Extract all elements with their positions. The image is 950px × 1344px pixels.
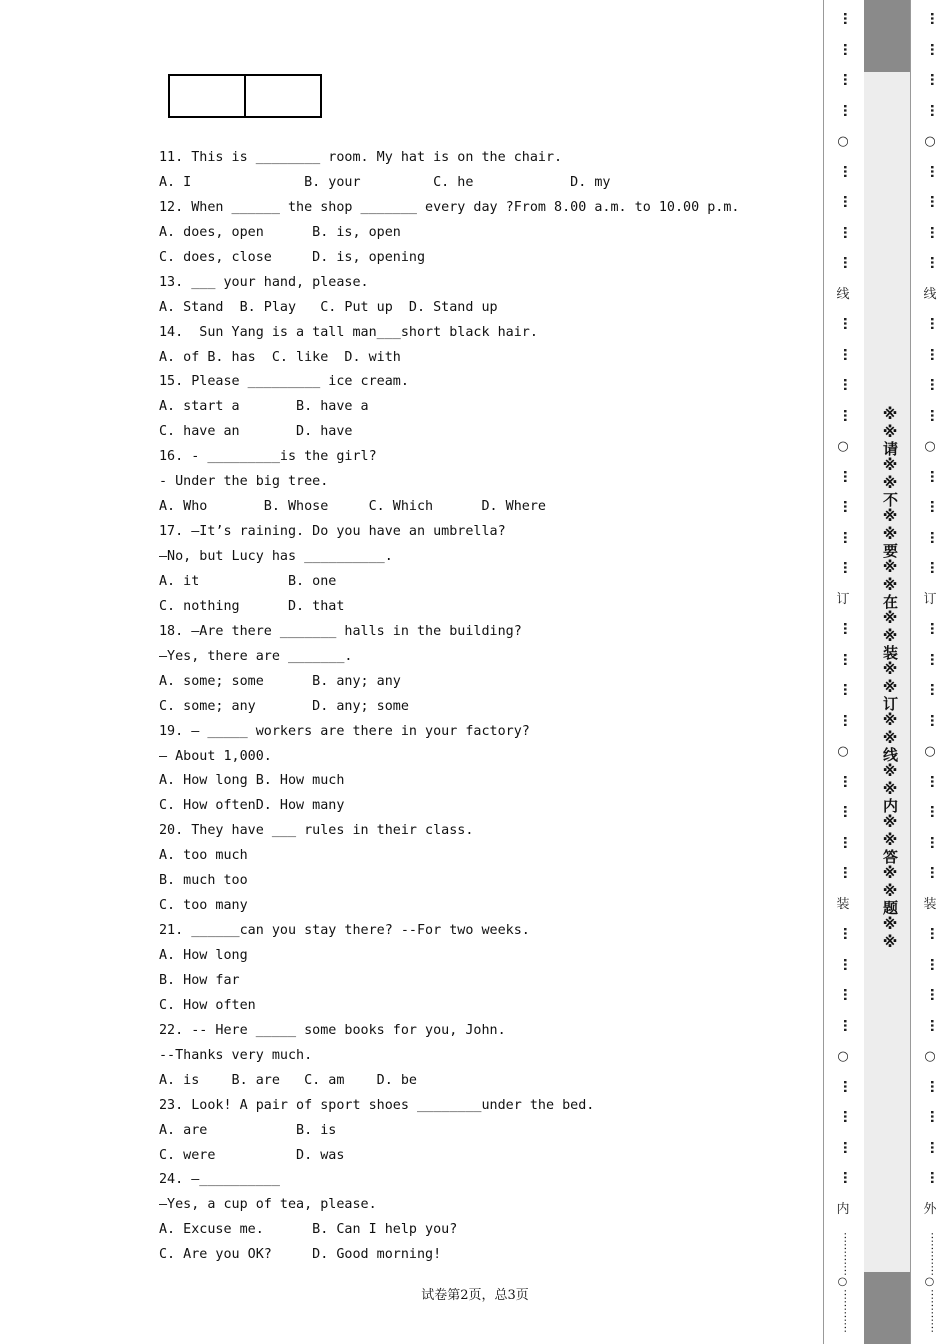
question-line: A. it B. one — [159, 573, 337, 589]
binding-dots: … — [927, 835, 942, 849]
binding-dots: … — [927, 73, 942, 86]
binding-char: 装 — [836, 896, 850, 912]
binding-circle: ○ — [837, 134, 849, 149]
question-line: 12. When ______ the shop _______ every day ?From 8.00 a.m. to 10.00 p.m. — [159, 199, 740, 215]
score-cell-value — [244, 76, 320, 116]
binding-circle: ○ — [924, 1049, 936, 1064]
binding-dots: … — [927, 1110, 942, 1123]
binding-circle: ○ — [837, 1049, 849, 1064]
question-line: A. How long B. How much — [159, 773, 345, 789]
binding-dots: … — [840, 347, 855, 361]
question-line: B. much too — [159, 873, 248, 889]
binding-dots: … — [840, 805, 855, 818]
binding-dots: … — [840, 469, 855, 483]
binding-dots: … — [927, 42, 942, 56]
binding-dots: … — [840, 622, 855, 635]
binding-dots: … — [927, 530, 942, 544]
binding-dots: … — [927, 1079, 942, 1093]
question-line: A. Who B. Whose C. Which D. Where — [159, 499, 546, 515]
binding-dots-outer: …………○………… — [923, 1232, 936, 1333]
binding-dots: … — [927, 1018, 942, 1032]
binding-dots: … — [927, 561, 942, 574]
question-line: C. have an D. have — [159, 424, 353, 440]
page-footer: 试卷第2页，总3页 — [421, 1288, 529, 1303]
binding-dots: … — [927, 622, 942, 635]
question-line: 17. —It’s raining. Do you have an umbrella? — [159, 524, 506, 540]
binding-dots: … — [840, 1110, 855, 1123]
binding-dots: … — [927, 652, 942, 666]
question-line: A. are B. is — [159, 1122, 337, 1138]
binding-dots: … — [840, 42, 855, 56]
binding-dots: … — [927, 469, 942, 483]
question-line: A. I B. your C. he D. my — [159, 174, 611, 190]
question-line: 14. Sun Yang is a tall man___short black hair. — [159, 324, 538, 340]
question-line: A. start a B. have a — [159, 399, 369, 415]
warning-strip-top-block — [864, 0, 910, 72]
question-line: 18. —Are there _______ halls in the building? — [159, 623, 522, 639]
binding-circle: ○ — [837, 744, 849, 759]
question-line: —Yes, a cup of tea, please. — [159, 1197, 377, 1213]
question-line: - Under the big tree. — [159, 474, 329, 490]
binding-dots: … — [927, 347, 942, 361]
binding-dots: … — [927, 103, 942, 117]
binding-dots: … — [840, 530, 855, 544]
question-line: C. were D. was — [159, 1147, 345, 1163]
binding-dots: … — [840, 774, 855, 788]
question-line: A. How long — [159, 948, 248, 963]
binding-dots: … — [927, 866, 942, 879]
binding-dots: … — [927, 378, 942, 391]
question-line: B. How far — [159, 972, 240, 988]
question-line: C. How often — [159, 997, 256, 1013]
binding-dots: … — [840, 225, 855, 239]
binding-dots: … — [840, 195, 855, 208]
question-line: 11. This is ________ room. My hat is on the chair. — [159, 150, 563, 165]
question-line: --Thanks very much. — [159, 1047, 313, 1063]
binding-dots: … — [840, 408, 855, 422]
binding-dots: … — [927, 256, 942, 269]
binding-circle: ○ — [837, 439, 849, 454]
binding-dots: … — [927, 1171, 942, 1184]
question-line: A. does, open B. is, open — [159, 224, 401, 240]
binding-dots: … — [927, 195, 942, 208]
question-line: —No, but Lucy has __________. — [159, 549, 393, 564]
binding-dots: … — [840, 317, 855, 330]
question-line: C. does, close D. is, opening — [159, 249, 426, 265]
binding-dots: … — [840, 683, 855, 696]
binding-dots: … — [840, 73, 855, 86]
binding-warning-text: ※※请※※不※※要※※在※※装※※订※※线※※内※※答※※题※※ — [881, 405, 899, 951]
question-line: A. of B. has C. like D. with — [159, 349, 401, 365]
binding-dots: … — [840, 1079, 855, 1093]
binding-char: 线 — [923, 286, 937, 302]
binding-dots: … — [927, 225, 942, 239]
binding-dots: … — [840, 256, 855, 269]
binding-dots: … — [840, 378, 855, 391]
binding-marks-inner — [831, 0, 855, 1344]
binding-dots: … — [840, 164, 855, 178]
binding-dots: … — [927, 164, 942, 178]
binding-dots: … — [840, 561, 855, 574]
binding-dots: … — [927, 988, 942, 1001]
binding-dots: … — [840, 652, 855, 666]
question-line: C. some; any D. any; some — [159, 698, 409, 714]
question-line: 16. - _________is the girl? — [159, 449, 377, 465]
question-line: 20. They have ___ rules in their class. — [159, 823, 474, 839]
question-line: 22. -- Here _____ some books for you, John. — [159, 1022, 506, 1038]
question-line: C. Are you OK? D. Good morning! — [159, 1247, 442, 1263]
question-line: A. some; some B. any; any — [159, 673, 401, 689]
binding-char: 内 — [836, 1201, 850, 1217]
question-line: A. Stand B. Play C. Put up D. Stand up — [159, 299, 498, 315]
question-line: 15. Please _________ ice cream. — [159, 374, 409, 390]
binding-char: 线 — [836, 286, 850, 302]
question-line: — About 1,000. — [159, 748, 272, 764]
binding-dots: … — [927, 683, 942, 696]
question-list — [159, 146, 799, 1268]
binding-circle: ○ — [924, 134, 936, 149]
question-line: 23. Look! A pair of sport shoes ________under the bed. — [159, 1097, 595, 1113]
binding-circle: ○ — [924, 439, 936, 454]
binding-dots: … — [840, 1018, 855, 1032]
binding-dots: … — [927, 774, 942, 788]
question-line: A. Excuse me. B. Can I help you? — [159, 1222, 458, 1238]
binding-dots: … — [927, 927, 942, 940]
question-line: A. is B. are C. am D. be — [159, 1072, 417, 1088]
binding-dots: … — [927, 317, 942, 330]
binding-dots: … — [840, 835, 855, 849]
binding-dots: … — [840, 1171, 855, 1184]
binding-dots: … — [840, 927, 855, 940]
binding-dots: … — [840, 103, 855, 117]
binding-char: 订 — [923, 591, 937, 607]
question-line: C. nothing D. that — [159, 598, 345, 614]
question-line: 19. — _____ workers are there in your factory? — [159, 723, 530, 739]
question-line: —Yes, there are _______. — [159, 648, 353, 664]
question-line: 13. ___ your hand, please. — [159, 274, 369, 290]
binding-strip-outer — [910, 0, 950, 1344]
question-line: A. too much — [159, 848, 248, 864]
binding-char: 订 — [836, 591, 850, 607]
binding-dots: … — [927, 805, 942, 818]
question-line: C. too many — [159, 898, 248, 914]
score-box — [168, 74, 322, 118]
binding-dots: … — [840, 500, 855, 513]
binding-dots: … — [927, 713, 942, 727]
binding-char: 外 — [923, 1201, 937, 1217]
binding-dots: … — [840, 957, 855, 971]
binding-dots: … — [840, 988, 855, 1001]
binding-dots-inner: …………○………… — [836, 1232, 849, 1333]
binding-dots: … — [927, 12, 942, 25]
binding-dots: … — [840, 713, 855, 727]
binding-circle: ○ — [924, 744, 936, 759]
binding-dots: … — [840, 866, 855, 879]
binding-dots: … — [927, 957, 942, 971]
binding-dots: … — [927, 500, 942, 513]
binding-marks-outer — [918, 0, 942, 1344]
binding-dots: … — [840, 12, 855, 25]
binding-strip-inner — [823, 0, 864, 1344]
binding-dots: … — [927, 1140, 942, 1154]
question-line: 24. —__________ — [159, 1172, 280, 1188]
binding-dots: … — [927, 408, 942, 422]
score-cell-label — [170, 76, 244, 116]
question-line: 21. ______can you stay there? --For two weeks. — [159, 923, 530, 939]
question-line: C. How oftenD. How many — [159, 798, 345, 814]
warning-strip-bottom-block — [864, 1272, 910, 1344]
binding-char: 装 — [923, 896, 937, 912]
binding-dots: … — [840, 1140, 855, 1154]
